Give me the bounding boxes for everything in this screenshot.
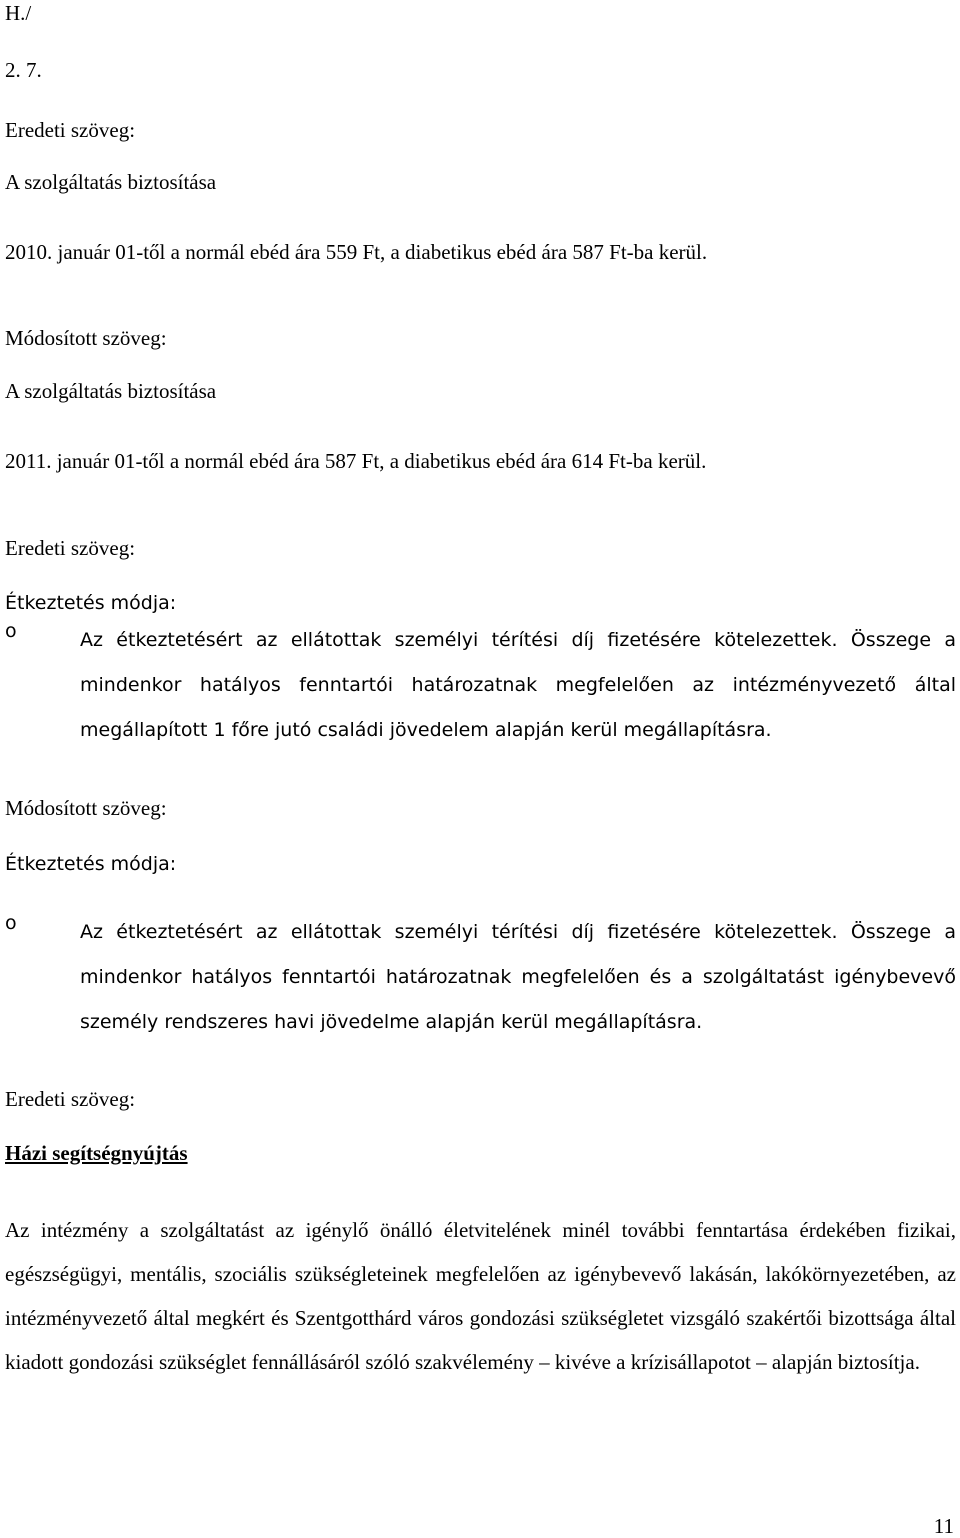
section-heading: A szolgáltatás biztosítása — [5, 379, 217, 403]
section-heading: Étkeztetés módja: — [5, 592, 177, 614]
paragraph: Az intézmény a szolgáltatást az igénylő önálló életvitelének minél további fenntartása érdekében fizikai, egészségügyi, mentális, szociális szükségleteinek megfelelően az igénybevevő lakásán, lakókörnyezetében, az intézményvezető által megkért és Szentgotthárd város gondozási szükségletet vizsgáló szakértői bizottsága által kiadott gondozási szükséglet fennállásáról szóló szakvélemény – kivéve a krízisállapotot – alapján biztosítja. — [5, 1218, 956, 1374]
modified-text-label: Módosított szöveg: — [5, 796, 167, 820]
page-number: 11 — [933, 1514, 954, 1538]
section-heading: Étkeztetés módja: — [5, 853, 177, 875]
original-text-label: Eredeti szöveg: — [5, 536, 136, 560]
section-heading: A szolgáltatás biztosítása — [5, 170, 217, 194]
section-heading: Házi segítségnyújtás — [5, 1141, 188, 1165]
bullet-paragraph: Az étkeztetésért az ellátottak személyi térítési díj fizetésére kötelezettek. Összege a mindenkor hatályos fenntartói határozatnak megfelelően és a szolgáltatást igénybevevő személy rendszeres havi jövedelme alapján kerül megállapításra. — [80, 921, 956, 1033]
original-text-label: Eredeti szöveg: — [5, 1087, 136, 1111]
paragraph: 2011. január 01-től a normál ebéd ára 587 Ft, a diabetikus ebéd ára 614 Ft-ba kerül. — [5, 449, 707, 473]
original-text-label: Eredeti szöveg: — [5, 118, 136, 142]
section-number: 2. 7. — [5, 58, 42, 82]
paragraph: 2010. január 01-től a normál ebéd ára 559 Ft, a diabetikus ebéd ára 587 Ft-ba kerül. — [5, 240, 708, 264]
modified-text-label: Módosított szöveg: — [5, 326, 167, 350]
document-ref: H./ — [5, 1, 32, 25]
bullet-paragraph: Az étkeztetésért az ellátottak személyi térítési díj fizetésére kötelezettek. Összege a mindenkor hatályos fenntartói határozatnak megfelelően az intézményvezető által megállapított 1 főre jutó családi jövedelem alapján kerül megállapításra. — [80, 629, 956, 741]
bullet-marker: o — [5, 912, 17, 934]
bullet-marker: o — [5, 620, 17, 642]
